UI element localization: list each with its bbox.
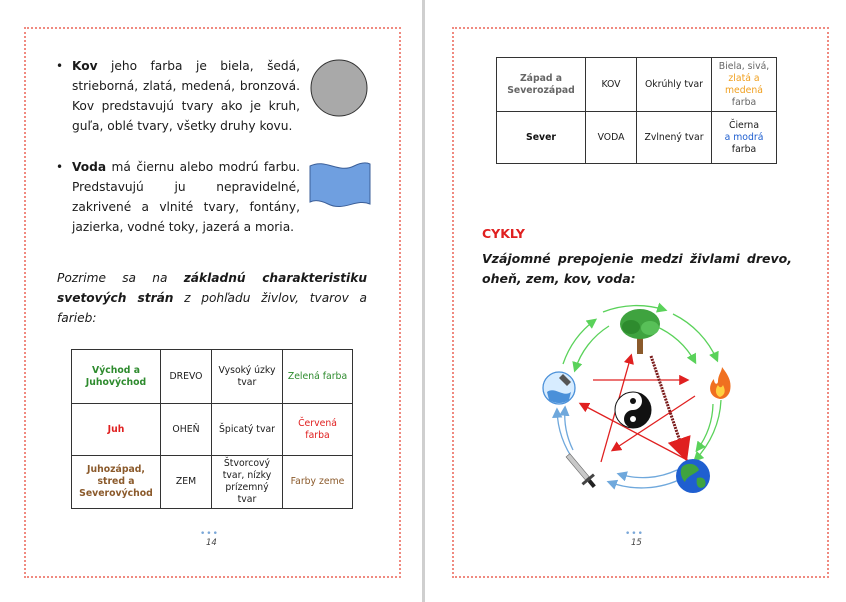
direction-cell: Juhozápad, stred a Severovýchod [72,456,161,509]
sword-icon [562,450,600,491]
color-cell [712,58,777,112]
bullet-dot: • [56,59,64,73]
color-line-a: Čierna [728,119,760,131]
table-row [72,350,353,404]
table-row [497,58,777,112]
direction-cell: Sever [497,112,586,164]
page-number: 14 [206,538,217,548]
fire-icon [710,367,730,399]
kov-lead: Kov [72,59,98,73]
direction-cell: Juh [72,404,161,456]
shape-cell: Okrúhly tvar [637,58,712,112]
color-line-b: a modrá [724,131,764,143]
shape-cell: Špicatý tvar [212,404,283,456]
page-dots: ••• [625,529,644,539]
cycle-intro: Vzájomné prepojenie medzi živlami drevo, oheň, zem, kov, voda: [482,251,792,286]
color-cell: Červená farba [283,404,353,456]
element-cell: VODA [586,112,637,164]
color-line-a: Biela, sivá, [718,60,770,72]
color-line-b: zlatá a medená [725,72,763,96]
right-page [425,0,846,602]
intro-part1: Pozrime sa na [57,271,184,285]
voda-paragraph [56,157,300,237]
intro-part2: z pohľadu živlov, tvarov a farieb: [57,291,367,325]
water-bowl-icon [543,372,575,404]
element-cell: ZEM [161,456,212,509]
section-title: CYKLY [482,226,525,241]
color-line-c: farba [731,96,757,108]
element-cell: KOV [586,58,637,112]
shape-cell: Zvlnený tvar [637,112,712,164]
color-cell [712,112,777,164]
color-line-c: farba [731,143,757,155]
color-cell: Zelená farba [283,350,353,404]
intro-bold: základnú charakteristiku svetových strán [57,271,367,305]
element-cell: OHEŇ [161,404,212,456]
direction-cell: Západ a Severozápad [497,58,586,112]
bullet-dot: • [56,160,64,174]
voda-lead: Voda [72,160,107,174]
page-number: 15 [631,538,642,548]
direction-cell: Východ a Juhovýchod [72,350,161,404]
shape-cell: Štvorcový tvar, nízky prízemný tvar [212,456,283,509]
kov-paragraph [56,56,300,136]
table-row [497,112,777,164]
page-dots: ••• [200,529,219,539]
five-elements-cycle-diagram [535,300,745,500]
left-page [0,0,422,602]
yin-yang-icon [615,392,651,428]
directions-table-right [496,57,777,164]
voda-text: má čiernu alebo modrú farbu. Predstavujú ju nepravidelné, zakrivené a vlnité tvary, fontány, jazierka, vodné toky, jazerá a moria. [72,160,300,234]
tree-icon [620,309,660,354]
element-cell: DREVO [161,350,212,404]
earth-globe-icon [676,459,710,493]
color-cell: Farby zeme [283,456,353,509]
kov-text: jeho farba je biela, šedá, strieborná, zlatá, medená, bronzová. Kov predstavujú tvary ako je kruh, guľa, oblé tvary, všetky druhy kovu. [72,59,300,133]
table-row [72,456,353,509]
table-intro [57,268,367,328]
metal-circle-icon [310,59,370,119]
directions-table-left [71,349,353,509]
shape-cell: Vysoký úzky tvar [212,350,283,404]
water-wave-icon [308,160,372,210]
table-row [72,404,353,456]
